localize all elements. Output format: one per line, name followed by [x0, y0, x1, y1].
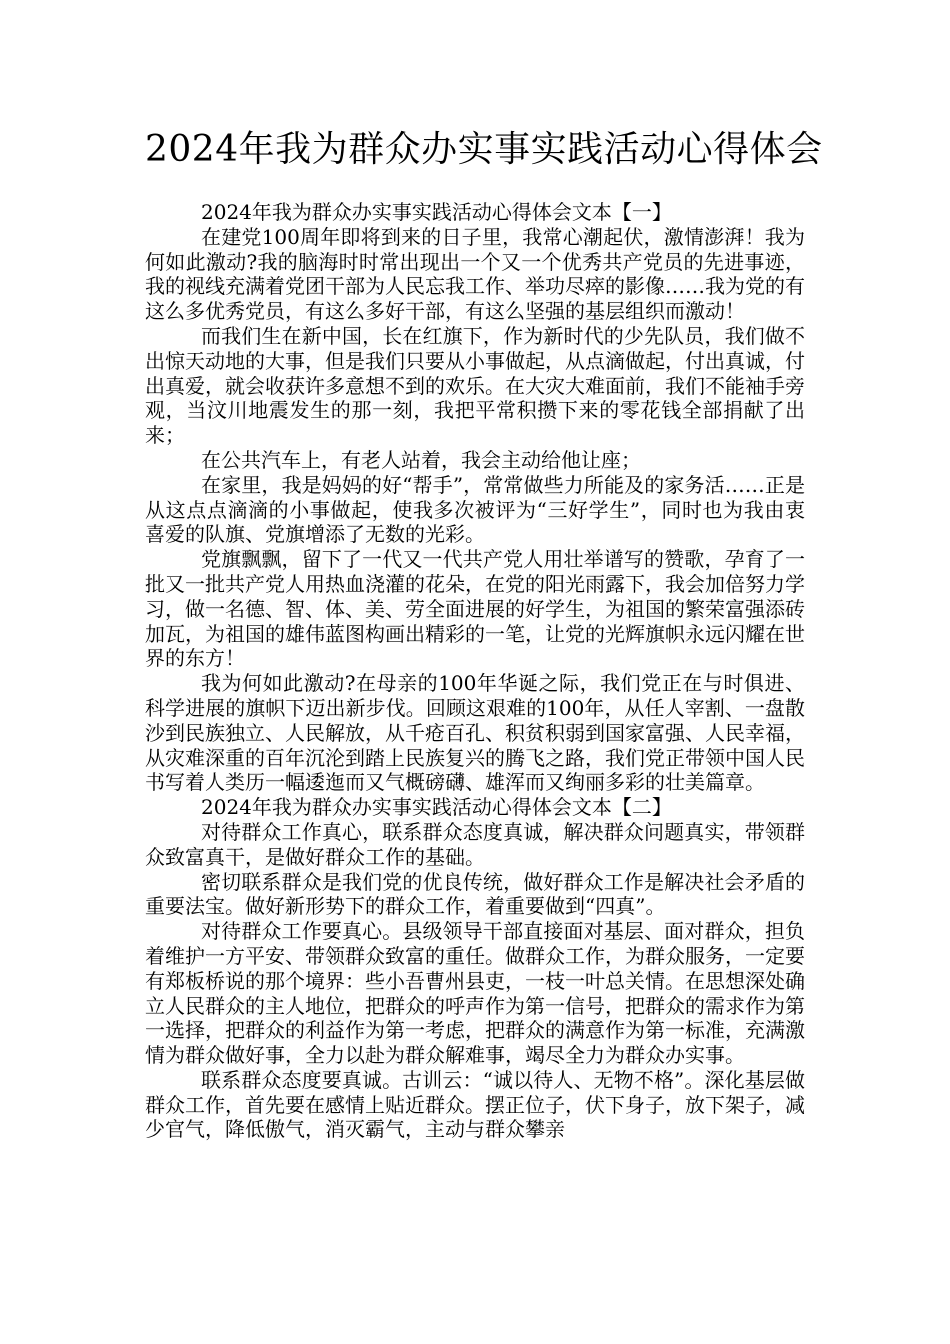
- paragraph: 对待群众工作真心，联系群众态度真诚，解决群众问题真实，带领群众致富真干，是做好群众工作的基础。: [145, 819, 805, 869]
- paragraph: 对待群众工作要真心。县级领导干部直接面对基层、面对群众，担负着维护一方平安、带领群众致富的重任。做群众工作，为群众服务，一定要有郑板桥说的那个境界：些小吾曹州县吏，一枝一叶总关情。在思想深处确立人民群众的主人地位，把群众的呼声作为第一信号，把群众的需求作为第一选择，把群众的利益作为第一考虑，把群众的满意作为第一标准，充满激情为群众做好事，全力以赴为群众解难事，竭尽全力为群众办实事。: [145, 919, 805, 1068]
- paragraph: 密切联系群众是我们党的优良传统，做好群众工作是解决社会矛盾的重要法宝。做好新形势下的群众工作，着重要做到“四真”。: [145, 869, 805, 919]
- document-body: [145, 200, 805, 1142]
- paragraph: 在家里，我是妈妈的好“帮手”，常常做些力所能及的家务活……正是从这点点滴滴的小事做起，使我多次被评为“三好学生”，同时也为我由衷喜爱的队旗、党旗增添了无数的光彩。: [145, 472, 805, 547]
- paragraph: 我为何如此激动?在母亲的100年华诞之际，我们党正在与时俱进、科学进展的旗帜下迈出新步伐。回顾这艰难的100年，从任人宰割、一盘散沙到民族独立、人民解放，从千疮百孔、积贫积弱到国家富强、人民幸福，从灾难深重的百年沉沦到踏上民族复兴的腾飞之路，我们党正带领中国人民书写着人类历一幅逶迤而又气概磅礴、雄浑而又绚丽多彩的壮美篇章。: [145, 671, 805, 795]
- paragraph: 而我们生在新中国，长在红旗下，作为新时代的少先队员，我们做不出惊天动地的大事，但是我们只要从小事做起，从点滴做起，付出真诚，付出真爱，就会收获许多意想不到的欢乐。在大灾大难面前，我们不能袖手旁观，当汶川地震发生的那一刻，我把平常积攒下来的零花钱全部捐献了出来；: [145, 323, 805, 448]
- paragraph: 联系群众态度要真诚。古训云：“诚以待人、无物不格”。深化基层做群众工作，首先要在感情上贴近群众。摆正位子，伏下身子，放下架子，减少官气，降低傲气，消灭霸气，主动与群众攀亲: [145, 1067, 805, 1142]
- document-page: [145, 0, 823, 1142]
- paragraph: 在公共汽车上，有老人站着，我会主动给他让座；: [201, 447, 641, 472]
- document-title: 2024年我为群众办实事实践活动心得体会: [145, 129, 823, 170]
- paragraph: 在建党100周年即将到来的日子里，我常心潮起伏，激情澎湃！我为何如此激动?我的脑海时时常出现出一个又一个优秀共产党员的先进事迹，我的视线充满着党团干部为人民忘我工作、举功尽瘁的影像……我为党的有这么多优秀党员，有这么多好干部，有这么坚强的基层组织而激动！: [145, 224, 805, 324]
- section-heading-1: 2024年我为群众办实事实践活动心得体会文本【一】: [201, 200, 672, 224]
- section-heading-2: 2024年我为群众办实事实践活动心得体会文本【二】: [201, 795, 672, 820]
- paragraph: 党旗飘飘，留下了一代又一代共产党人用壮举谱写的赞歌，孕育了一批又一批共产党人用热血浇灌的花朵，在党的阳光雨露下，我会加倍努力学习，做一名德、智、体、美、劳全面进展的好学生，为祖国的繁荣富强添砖加瓦，为祖国的雄伟蓝图构画出精彩的一笔，让党的光辉旗帜永远闪耀在世界的东方！: [145, 547, 805, 671]
